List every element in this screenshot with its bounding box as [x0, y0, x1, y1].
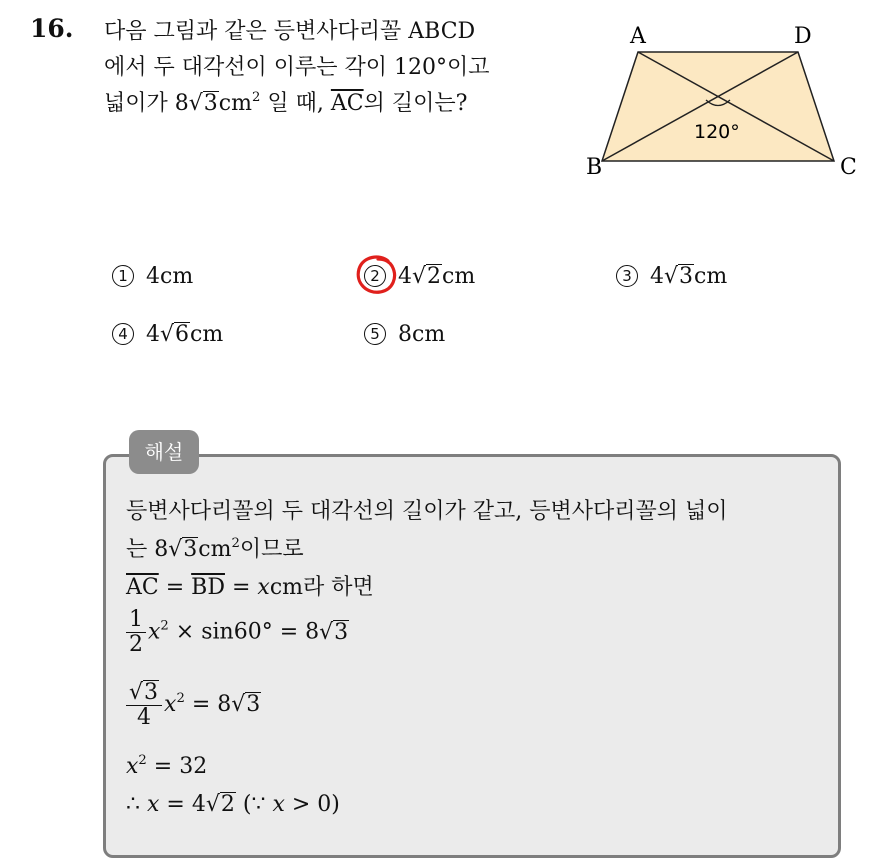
choice-4-sqrt: √6: [160, 322, 190, 347]
choice-5-number: 5: [364, 323, 386, 345]
choice-3-sqrt: √3: [664, 264, 694, 289]
choice-3-unit: cm: [694, 264, 728, 289]
solution-tag: 해설: [129, 430, 199, 474]
question-line-2: 에서 두 대각선이 이루는 각이 120°이고: [104, 55, 490, 80]
solution-line-6: $x^2 = 32$: [126, 752, 208, 779]
q-segment-ac: $\overline{AC}$: [330, 91, 364, 116]
choice-3-number: 3: [616, 265, 638, 287]
q-ask: 의 길이는?: [363, 91, 468, 116]
choice-5-value: 8cm: [398, 322, 446, 347]
choice-4[interactable]: [112, 322, 223, 347]
choice-1-value: 4cm: [146, 264, 194, 289]
choice-4-unit: cm: [190, 322, 224, 347]
solution-line-4: $\frac{1}{2}$ $x^2 \times \sin 60^\circ = 8√3$: [126, 608, 349, 657]
choice-2-coef: 4: [398, 264, 412, 289]
choice-5[interactable]: [364, 322, 445, 347]
choice-2-sqrt: √2: [412, 264, 442, 289]
choice-3-coef: 4: [650, 264, 664, 289]
label-d: D: [794, 24, 812, 49]
trapezoid-figure: [580, 18, 870, 183]
question-text: [104, 14, 490, 122]
angle-label: 120°: [694, 121, 740, 143]
choice-4-coef: 4: [146, 322, 160, 347]
label-a: A: [630, 24, 646, 49]
question-line-1: 다음 그림과 같은 등변사다리꼴 ABCD: [104, 19, 476, 44]
question-number: 16.: [30, 14, 74, 43]
answer-mark-icon: [354, 253, 400, 297]
choice-1[interactable]: [112, 264, 193, 289]
label-b: B: [586, 155, 603, 180]
solution-line-1: 등변사다리꼴의 두 대각선의 길이가 같고, 등변사다리꼴의 넓이: [126, 499, 728, 524]
choice-3[interactable]: [616, 264, 727, 289]
q-sqrt: √3: [188, 91, 218, 116]
choice-4-number: 4: [112, 323, 134, 345]
q-sup: 2: [251, 89, 261, 105]
choice-1-number: 1: [112, 265, 134, 287]
solution-line-5: $\frac{√3}{4}$ $x^2 = 8√3$: [126, 680, 261, 730]
q-text-area: 넓이가 8: [104, 91, 189, 116]
q-unit: cm: [218, 91, 252, 116]
choice-2-number: 2: [364, 265, 386, 287]
solution-line-3: $\overline{AC} = \overline{BD}$ = xcm라 하면: [126, 575, 374, 600]
q-when: 일 때,: [267, 91, 324, 116]
solution-line-2: 는 $8√3cm^2$이므로: [126, 535, 304, 562]
trapezoid-shape: [602, 52, 834, 161]
label-c: C: [840, 155, 857, 180]
question-line-3: [104, 86, 490, 122]
solution-line-7: ∴ x = 4√2 (∵ x > 0): [126, 792, 340, 817]
choice-2-unit: cm: [442, 264, 476, 289]
